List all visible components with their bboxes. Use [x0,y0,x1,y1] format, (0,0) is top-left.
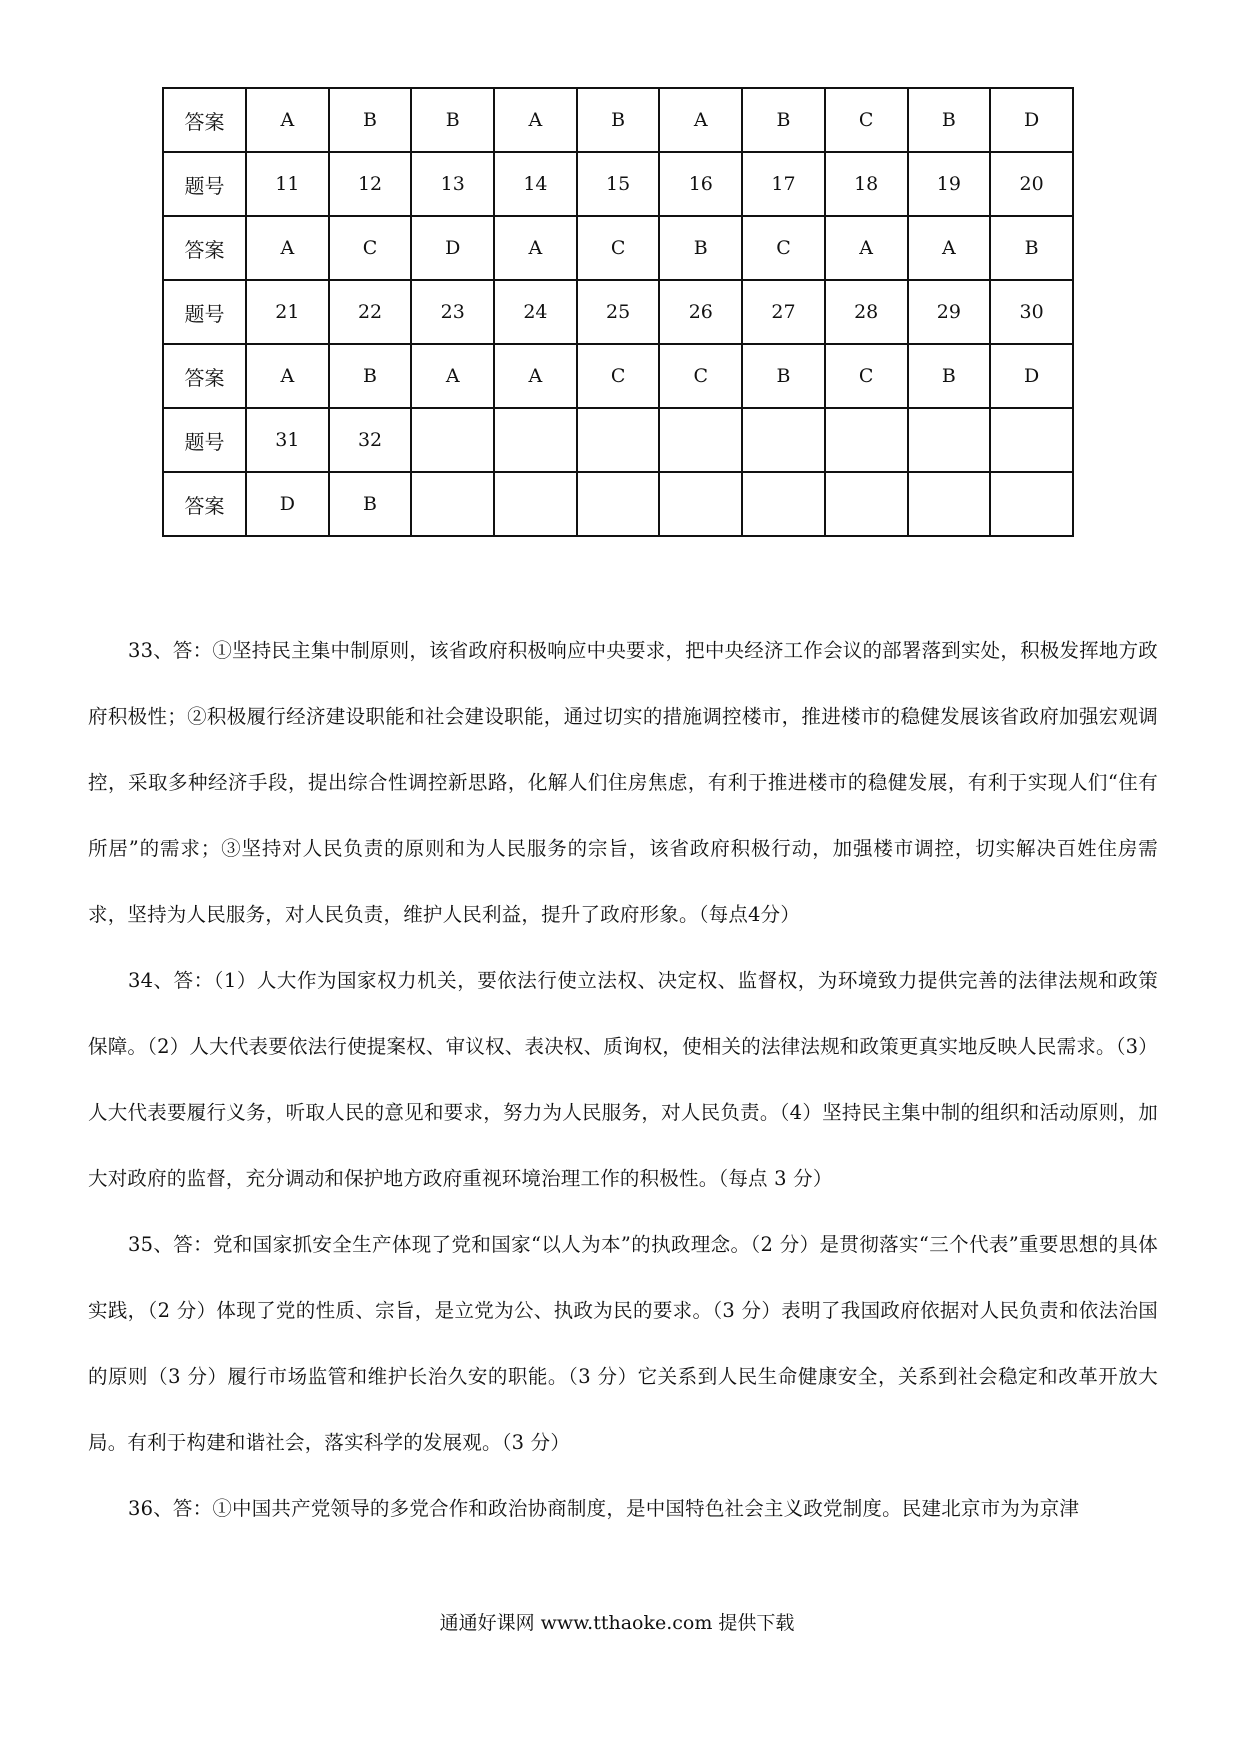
table-cell: 27 [742,280,825,344]
table-cell [411,472,494,536]
table-cell: 29 [908,280,991,344]
table-cell [659,472,742,536]
table-cell: B [742,88,825,152]
table-cell: 14 [494,152,577,216]
table-cell: 21 [246,280,329,344]
table-cell [494,472,577,536]
table-cell: 12 [329,152,412,216]
table-cell [990,472,1073,536]
table-cell: 32 [329,408,412,472]
table-cell [825,472,908,536]
table-cell: 30 [990,280,1073,344]
table-cell: A [494,216,577,280]
table-row [163,88,1073,152]
row-label: 题号 [163,152,246,216]
table-cell: 19 [908,152,991,216]
table-cell: 13 [411,152,494,216]
table-cell: C [825,344,908,408]
table-cell: C [659,344,742,408]
table-cell: A [825,216,908,280]
table-cell [990,408,1073,472]
row-label: 答案 [163,472,246,536]
answer-section [88,618,1158,1542]
table-cell [908,472,991,536]
table-cell [742,472,825,536]
table-cell: A [494,88,577,152]
table-cell: D [246,472,329,536]
table-cell: C [577,216,660,280]
table-cell: A [246,344,329,408]
table-cell: A [908,216,991,280]
row-label: 题号 [163,280,246,344]
table-cell: B [908,88,991,152]
table-cell: 26 [659,280,742,344]
table-cell: 16 [659,152,742,216]
row-label: 答案 [163,216,246,280]
table-cell: 15 [577,152,660,216]
table-cell: B [990,216,1073,280]
table-cell: 17 [742,152,825,216]
table-cell: B [411,88,494,152]
table-cell: 31 [246,408,329,472]
row-label: 题号 [163,408,246,472]
table-cell [411,408,494,472]
table-cell: 25 [577,280,660,344]
table-cell: 24 [494,280,577,344]
table-cell [577,408,660,472]
answer-34: 34、答：（1）人大作为国家权力机关，要依法行使立法权、决定权、监督权，为环境致力提供完善的法律法规和政策保障。（2）人大代表要依法行使提案权、审议权、表决权、质询权，使相关的法律法规和政策更真实地反映人民需求。（3）人大代表要履行义务，听取人民的意见和要求，努力为人民服务，对人民负责。（4）坚持民主集中制的组织和活动原则，加大对政府的监督，充分调动和保护地方政府重视环境治理工作的积极性。（每点 3 分） [88,969,1158,1190]
page-footer: 通通好课网 www.tthaoke.com 提供下载 [439,1612,795,1634]
table-cell: B [329,472,412,536]
table-cell: A [494,344,577,408]
table-cell: B [329,88,412,152]
table-cell: C [825,88,908,152]
answer-35: 35、答：党和国家抓安全生产体现了党和国家“以人为本”的执政理念。（2 分）是贯彻落实“三个代表”重要思想的具体实践，（2 分）体现了党的性质、宗旨，是立党为公、执政为民的要求。（3 分）表明了我国政府依据对人民负责和依法治国的原则（3 分）履行市场监管和维护长治久安的职能。（3 分）它关系到人民生命健康安全，关系到社会稳定和改革开放大局。有利于构建和谐社会，落实科学的发展观。（3 分） [88,1233,1158,1454]
table-cell: A [246,216,329,280]
row-label: 答案 [163,344,246,408]
table-cell: A [411,344,494,408]
answer-table [162,87,1074,537]
answer-33: 33、答：①坚持民主集中制原则，该省政府积极响应中央要求，把中央经济工作会议的部署落到实处，积极发挥地方政府积极性；②积极履行经济建设职能和社会建设职能，通过切实的措施调控楼市，推进楼市的稳健发展该省政府加强宏观调控，采取多种经济手段，提出综合性调控新思路，化解人们住房焦虑，有利于推进楼市的稳健发展，有利于实现人们“住有所居”的需求；③坚持对人民负责的原则和为人民服务的宗旨，该省政府积极行动，加强楼市调控，切实解决百姓住房需求，坚持为人民服务，对人民负责，维护人民利益，提升了政府形象。（每点4分） [88,639,1158,926]
table-row [163,152,1073,216]
table-cell: B [659,216,742,280]
table-cell [577,472,660,536]
table-cell: 23 [411,280,494,344]
table-row [163,472,1073,536]
table-cell: 18 [825,152,908,216]
table-cell [908,408,991,472]
table-row [163,344,1073,408]
table-cell: A [659,88,742,152]
table-row [163,216,1073,280]
table-cell: C [329,216,412,280]
table-cell [742,408,825,472]
table-cell: B [577,88,660,152]
table-cell: C [742,216,825,280]
table-cell: B [742,344,825,408]
table-cell: D [411,216,494,280]
table-cell: C [577,344,660,408]
table-cell: 22 [329,280,412,344]
table-cell: B [908,344,991,408]
table-cell: D [990,88,1073,152]
row-label: 答案 [163,88,246,152]
table-cell: 28 [825,280,908,344]
table-cell: A [246,88,329,152]
table-cell: D [990,344,1073,408]
table-row [163,408,1073,472]
table-row [163,280,1073,344]
table-cell [825,408,908,472]
table-cell [659,408,742,472]
table-cell [494,408,577,472]
answer-36: 36、答：①中国共产党领导的多党合作和政治协商制度，是中国特色社会主义政党制度。民建北京市为为京津 [128,1497,1080,1520]
table-cell: 11 [246,152,329,216]
table-cell: 20 [990,152,1073,216]
table-cell: B [329,344,412,408]
